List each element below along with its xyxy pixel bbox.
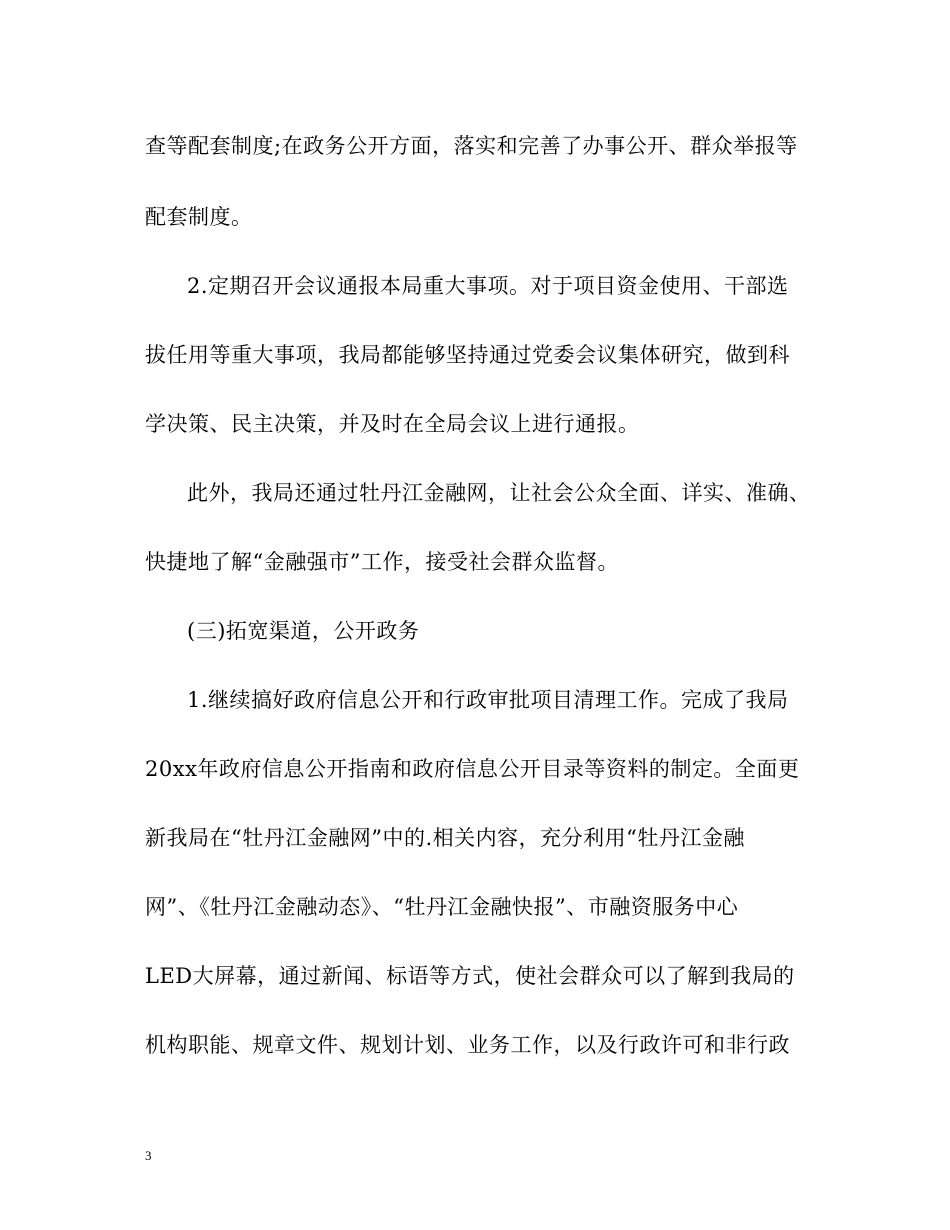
body-text-line: 20xx年政府信息公开指南和政府信息公开目录等资料的制定。全面更 xyxy=(145,757,800,781)
paragraph-start-line: 此外，我局还通过牡丹江金融网，让社会公众全面、详实、准确、 xyxy=(187,481,811,505)
body-text-line: 学决策、民主决策，并及时在全局会议上进行通报。 xyxy=(145,412,640,436)
body-text-line: 网”、《牡丹江金融动态》、“牡丹江金融快报”、市融资服务中心 xyxy=(145,895,739,919)
body-text-line: 查等配套制度;在政务公开方面，落实和完善了办事公开、群众举报等 xyxy=(145,134,798,158)
body-text-line: 新我局在“牡丹江金融网”中的.相关内容，充分利用“牡丹江金融 xyxy=(145,826,745,850)
page-number: 3 xyxy=(145,1148,152,1163)
body-text-line: 快捷地了解“金融强市”工作，接受社会群众监督。 xyxy=(145,550,619,574)
paragraph-start-line: 1.继续搞好政府信息公开和行政审批项目清理工作。完成了我局 xyxy=(187,688,789,712)
body-text-line: LED大屏幕，通过新闻、标语等方式，使社会群众可以了解到我局的 xyxy=(145,964,795,988)
body-text-line: 机构职能、规章文件、规划计划、业务工作，以及行政许可和非行政 xyxy=(145,1033,790,1057)
body-text-line: 配套制度。 xyxy=(145,205,253,229)
body-text-line: 拔任用等重大事项，我局都能够坚持通过党委会议集体研究，做到科 xyxy=(145,343,790,367)
paragraph-start-line: 2.定期召开会议通报本局重大事项。对于项目资金使用、干部选 xyxy=(187,274,789,298)
section-heading: (三)拓宽渠道，公开政务 xyxy=(187,619,420,643)
